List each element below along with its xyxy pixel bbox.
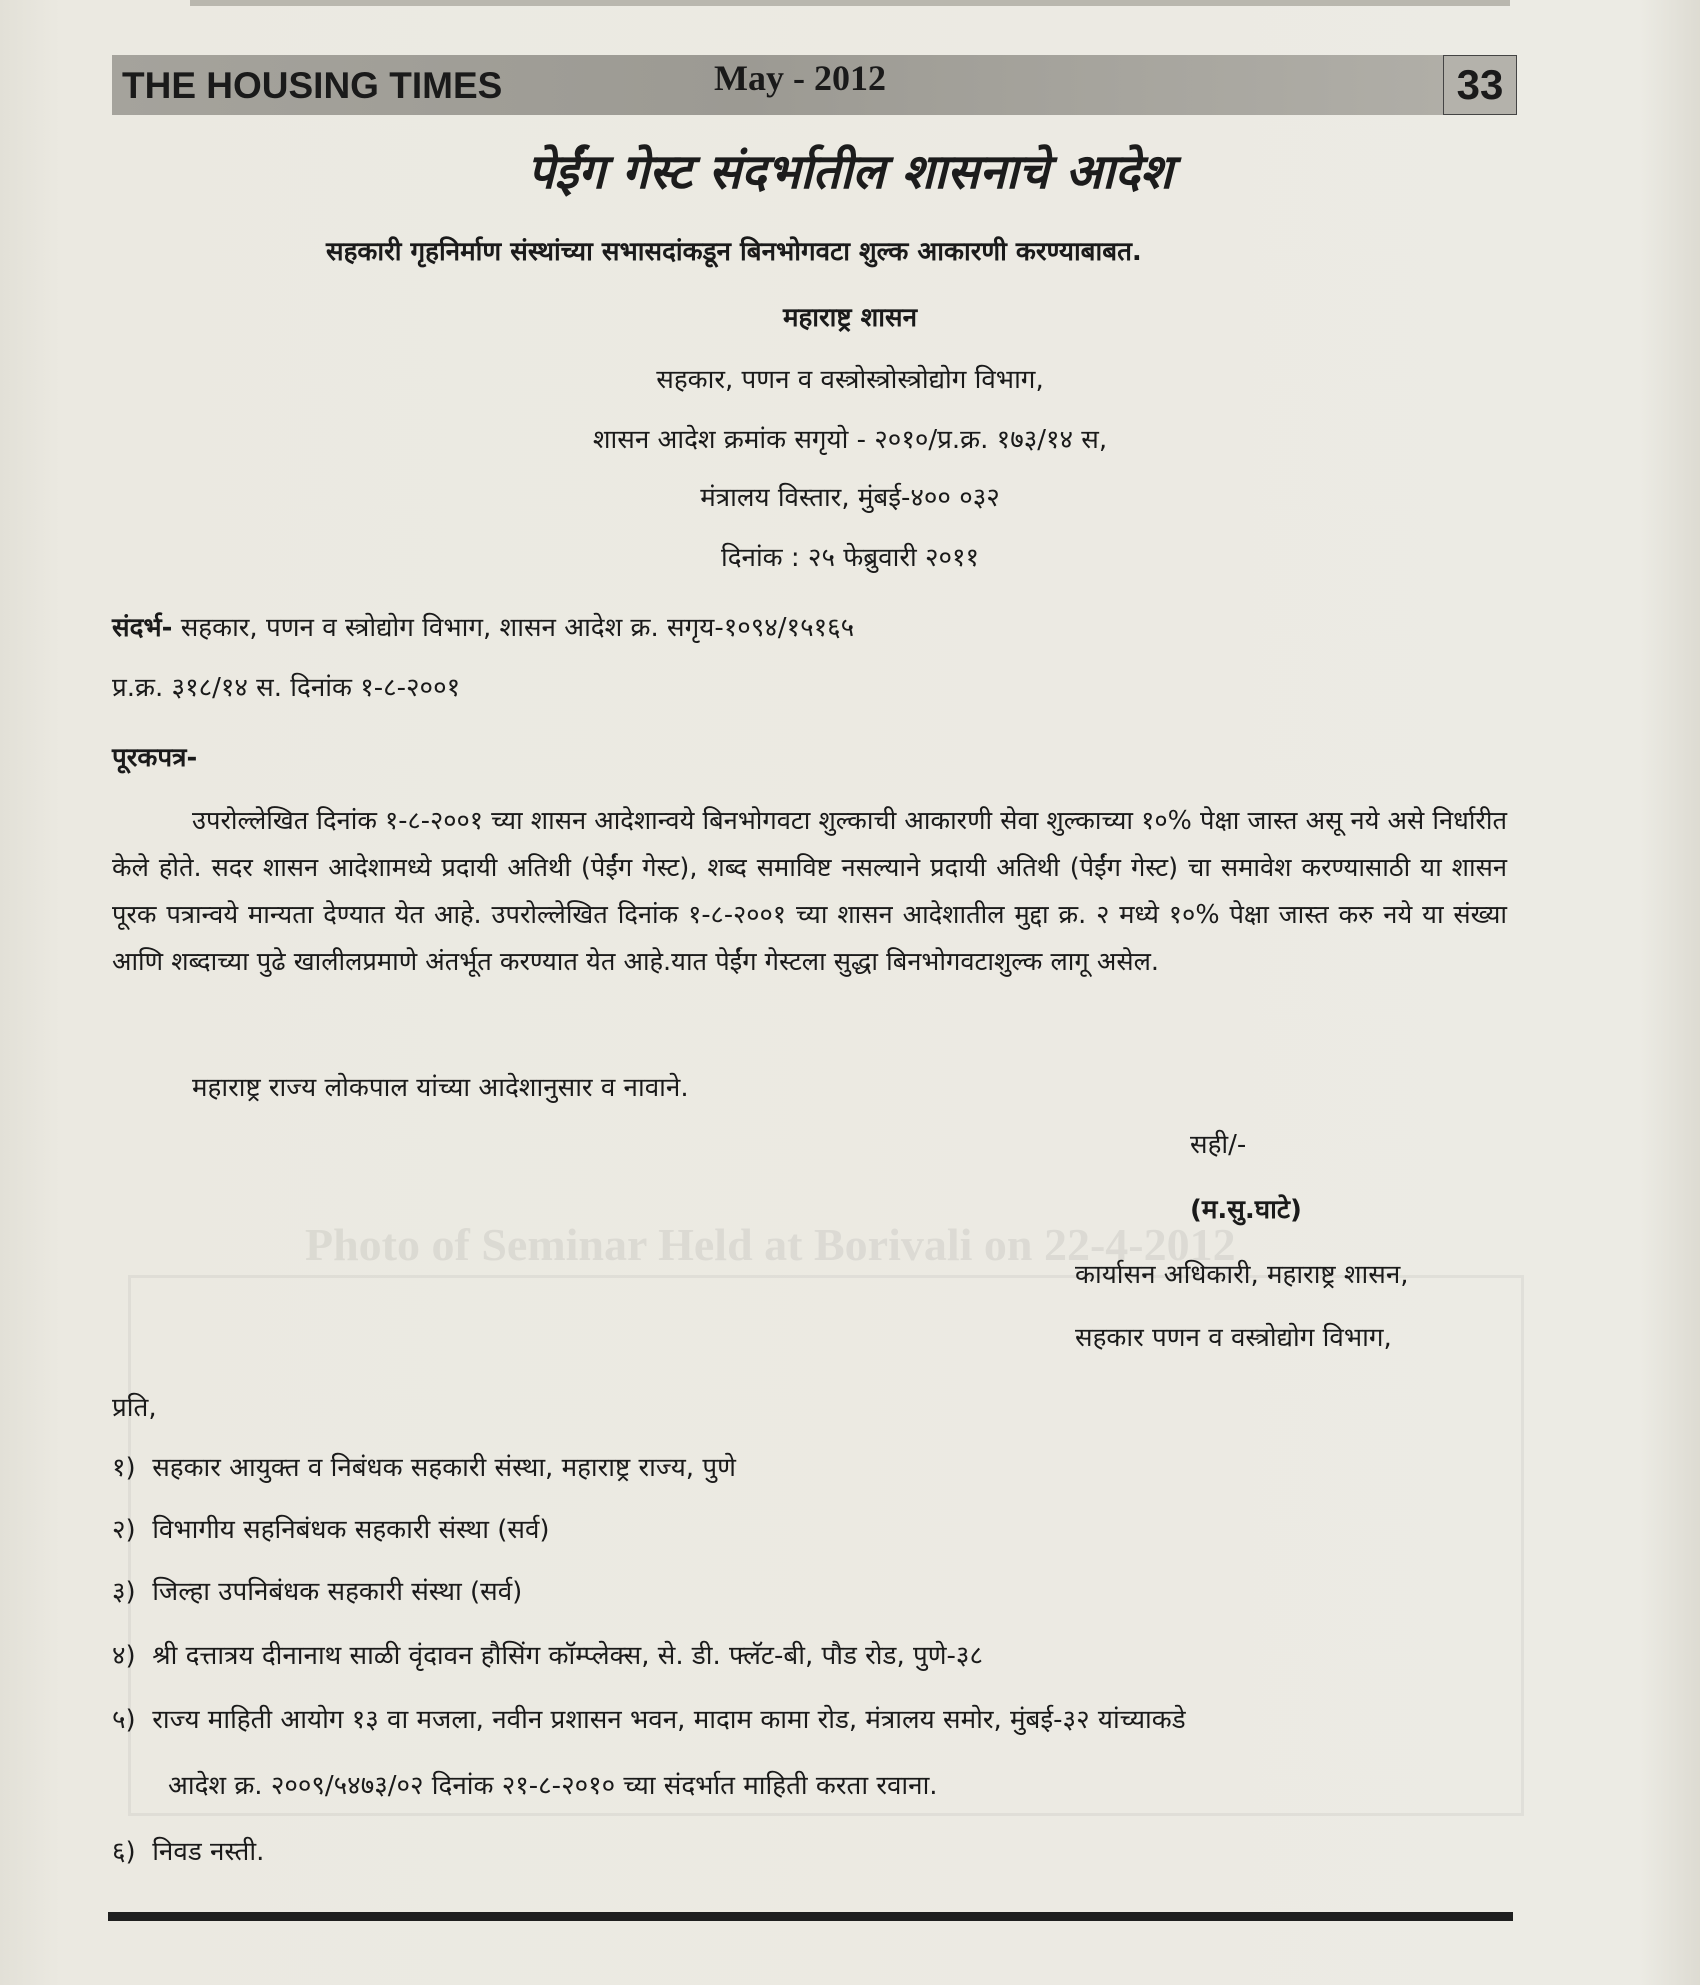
recipient-number: ५) bbox=[112, 1705, 136, 1735]
office-address: मंत्रालय विस्तार, मुंबई-४०० ०३२ bbox=[700, 483, 1000, 513]
page-number: 33 bbox=[1443, 55, 1517, 115]
recipient-item bbox=[112, 1572, 522, 1608]
government-name: महाराष्ट्र शासन bbox=[782, 303, 918, 333]
order-body: उपरोल्लेखित दिनांक १-८-२००१ च्या शासन आदेशान्वये बिनभोगवटा शुल्काची आकारणी सेवा शुल्काच्या १०% पेक्षा जास्त असू नये असे निर्धारीत केले होते. सदर शासन आदेशामध्ये प्रदायी अतिथी (पेईंग गेस्ट), शब्द समाविष्ट नसल्याने प्रदायी अतिथी (पेईंग गेस्ट) चा समावेश करण्यासाठी या शासन पूरक पत्रान्वये मान्यता देण्यात येत आहे. उपरोल्लेखित दिनांक १-८-२००१ च्या शासन आदेशातील मुद्दा क्र. २ मध्ये १०% पेक्षा जास्त करु नये या संख्या आणि शब्दाच्या पुढे खालीलप्रमाणे अंतर्भूत करण्यात येत आहे.यात पेईंग गेस्टला सुद्धा बिनभोगवटाशुल्क लागू असेल. bbox=[112, 806, 1508, 977]
recipient-number: १) bbox=[112, 1453, 136, 1483]
signatory-title: कार्यासन अधिकारी, महाराष्ट्र शासन, bbox=[1075, 1260, 1409, 1290]
recipient-item bbox=[112, 1510, 550, 1546]
recipient-item bbox=[112, 1832, 264, 1868]
recipient-item bbox=[112, 1636, 983, 1672]
signatory-department: सहकार पणन व वस्त्रोद्योग विभाग, bbox=[1075, 1323, 1392, 1353]
recipient-number: ६) bbox=[112, 1837, 136, 1867]
top-edge-rule bbox=[190, 0, 1510, 6]
reference-block bbox=[112, 608, 854, 644]
order-date: दिनांक : २५ फेब्रुवारी २०११ bbox=[720, 543, 980, 573]
order-number: शासन आदेश क्रमांक सगृयो - २०१०/प्र.क्र. १७३/१४ स, bbox=[592, 425, 1108, 455]
recipient-text: श्री दत्तात्रय दीनानाथ साळी वृंदावन हौसिंग कॉम्प्लेक्स, से. डी. फ्लॅट-बी, पौड रोड, पुणे-३८ bbox=[152, 1641, 983, 1671]
recipient-text: विभागीय सहनिबंधक सहकारी संस्था (सर्व) bbox=[152, 1515, 550, 1545]
supplement-label: पूरकपत्र- bbox=[112, 743, 198, 773]
recipient-number: ४) bbox=[112, 1641, 136, 1671]
recipients-label: प्रति, bbox=[112, 1393, 157, 1423]
reference-label: संदर्भ- bbox=[112, 613, 173, 643]
signatory-name: (म.सु.घाटे) bbox=[1190, 1195, 1302, 1225]
recipient-text: निवड नस्ती. bbox=[152, 1837, 265, 1867]
recipient-item-continuation bbox=[168, 1766, 938, 1802]
recipient-text: जिल्हा उपनिबंधक सहकारी संस्था (सर्व) bbox=[152, 1577, 523, 1607]
article-title: पेईंग गेस्ट संदर्भातील शासनाचे आदेश bbox=[527, 144, 1173, 200]
issue-date: May - 2012 bbox=[714, 58, 886, 98]
order-subject: सहकारी गृहनिर्माण संस्थांच्या सभासदांकडून बिनभोगवटा शुल्क आकारणी करण्याबाबत. bbox=[326, 237, 1142, 267]
recipient-item bbox=[112, 1448, 736, 1484]
bleed-through-text: Photo of Seminar Held at Borivali on 22-4-2012 bbox=[305, 1219, 1236, 1270]
recipient-number: २) bbox=[112, 1515, 136, 1545]
page-header-bar bbox=[112, 55, 1517, 115]
recipient-text: राज्य माहिती आयोग १३ वा मजला, नवीन प्रशासन भवन, मादाम कामा रोड, मंत्रालय समोर, मुंबई-३२ यांच्याकडे bbox=[152, 1705, 1186, 1735]
recipient-number: ३) bbox=[112, 1577, 136, 1607]
reference-text: सहकार, पणन व स्त्रोद्योग विभाग, शासन आदेश क्र. सगृय-१०९४/१५१६५ bbox=[172, 613, 855, 643]
bottom-rule bbox=[108, 1912, 1513, 1921]
recipient-text: सहकार आयुक्त व निबंधक सहकारी संस्था, महाराष्ट्र राज्य, पुणे bbox=[152, 1453, 736, 1483]
masthead: THE HOUSING TIMES bbox=[122, 65, 503, 106]
recipient-item bbox=[112, 1700, 1186, 1736]
authority-line: महाराष्ट्र राज्य लोकपाल यांच्या आदेशानुसार व नावाने. bbox=[192, 1073, 689, 1103]
recipient-text: आदेश क्र. २००९/५४७३/०२ दिनांक २१-८-२०१० च्या संदर्भात माहिती करता रवाना. bbox=[168, 1771, 938, 1801]
department-name: सहकार, पणन व वस्त्रोस्त्रोस्त्रोद्योग विभाग, bbox=[656, 365, 1044, 395]
signature: सही/- bbox=[1190, 1130, 1247, 1160]
reference-line-2: प्र.क्र. ३१८/१४ स. दिनांक १-८-२००१ bbox=[112, 673, 461, 703]
